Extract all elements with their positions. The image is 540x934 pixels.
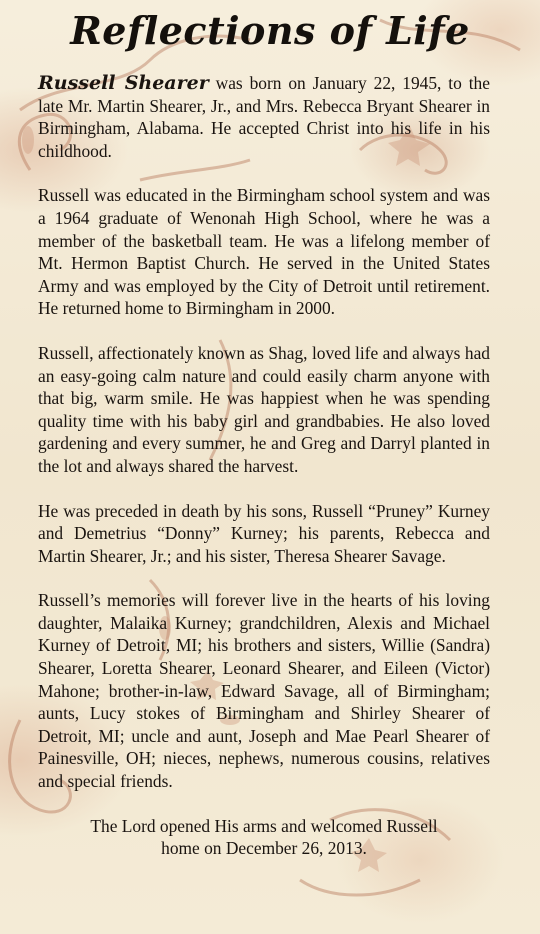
paragraph-birth xyxy=(38,72,490,162)
paragraph-personality: Russell, affectionately known as Shag, loved life and always had an easy-going calm nature and could easily charm anyone with that big, warm smile. He was happiest when he was spending quality time with his baby girl and grandbabies. He also loved gardening and every summer, he and Greg and Darryl planted in the lot and always shared the harvest. xyxy=(38,342,490,476)
deceased-name: Russell Shearer xyxy=(38,72,209,94)
page-title: Reflections of Life xyxy=(70,8,470,53)
paragraph-birth-text: was born on January 22, 1945, to the late Mr. Martin Shearer, Jr., and Mrs. Rebecca Bryant Shearer in Birmingham, Alabama. He accepted Christ into his life in his childhood. xyxy=(38,73,490,161)
obituary-text xyxy=(38,72,490,860)
closing-line-2: home on December 26, 2013. xyxy=(161,838,367,859)
closing-line-1: The Lord opened His arms and welcomed Russell xyxy=(90,815,438,836)
paragraph-survivors: Russell’s memories will forever live in the hearts of his loving daughter, Malaika Kurney; grandchildren, Alexis and Michael Kurney of Detroit, MI; his brothers and sisters, Willie (Sandra) Shearer, Loretta Shearer, Leonard Shearer, and Eileen (Victor) Mahone; brother-in-law, Edward Savage, all of Birmingham; aunts, Lucy stokes of Birmingham and Shirley Shearer of Detroit, MI; uncle and aunt, Joseph and Mae Pearl Shearer of Painesville, OH; nieces, nephews, numerous cousins, relatives and special friends. xyxy=(38,590,490,792)
closing-statement xyxy=(38,815,490,860)
paragraph-education: Russell was educated in the Birmingham school system and was a 1964 graduate of Wenonah High School, where he was a member of the basketball team. He was a lifelong member of Mt. Hermon Baptist Church. He served in the United States Army and was employed by the City of Detroit until retirement. He returned home to Birmingham in 2000. xyxy=(38,185,490,319)
swirl-ornament xyxy=(300,880,420,895)
leaf-ornament xyxy=(22,126,34,154)
paragraph-preceded: He was preceded in death by his sons, Russell “Pruney” Kurney and Demetrius “Donny” Kurney; his parents, Rebecca and Martin Shearer, Jr.; and his sister, Theresa Shearer Savage. xyxy=(38,500,490,566)
